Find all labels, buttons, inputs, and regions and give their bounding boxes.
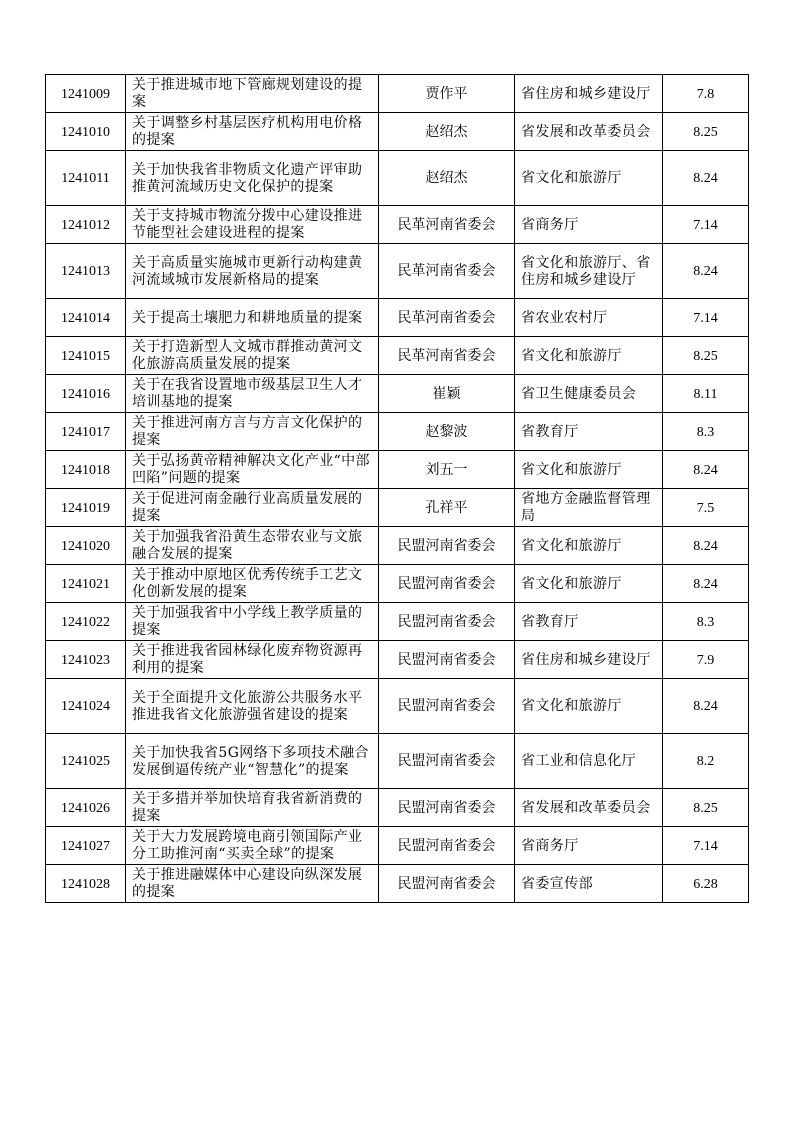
proposer: 民盟河南省委会	[379, 679, 515, 734]
proposal-title: 关于支持城市物流分拨中心建设推进节能型社会建设进程的提案	[126, 206, 379, 244]
proposal-number: 1241019	[46, 489, 126, 527]
proposer: 民盟河南省委会	[379, 865, 515, 903]
proposal-number: 1241013	[46, 244, 126, 299]
proposer: 民盟河南省委会	[379, 734, 515, 789]
proposer: 赵绍杰	[379, 113, 515, 151]
proposal-title: 关于大力发展跨境电商引领国际产业分工助推河南“买卖全球”的提案	[126, 827, 379, 865]
handling-date: 8.25	[663, 789, 749, 827]
handling-date: 7.14	[663, 299, 749, 337]
table-row	[46, 865, 749, 903]
handling-department: 省工业和信息化厅	[515, 734, 663, 789]
table-row	[46, 827, 749, 865]
table-row	[46, 299, 749, 337]
proposal-number: 1241028	[46, 865, 126, 903]
table-row	[46, 113, 749, 151]
table-row	[46, 641, 749, 679]
handling-department: 省发展和改革委员会	[515, 789, 663, 827]
handling-date: 8.25	[663, 113, 749, 151]
handling-date: 8.24	[663, 244, 749, 299]
handling-date: 8.2	[663, 734, 749, 789]
handling-date: 8.24	[663, 527, 749, 565]
proposal-title: 关于加快我省非物质文化遗产评审助推黄河流域历史文化保护的提案	[126, 151, 379, 206]
handling-department: 省住房和城乡建设厅	[515, 641, 663, 679]
proposer: 贾作平	[379, 75, 515, 113]
handling-department: 省商务厅	[515, 206, 663, 244]
handling-date: 7.9	[663, 641, 749, 679]
proposal-title: 关于调整乡村基层医疗机构用电价格的提案	[126, 113, 379, 151]
handling-department: 省农业农村厅	[515, 299, 663, 337]
handling-department: 省商务厅	[515, 827, 663, 865]
proposal-title: 关于在我省设置地市级基层卫生人才培训基地的提案	[126, 375, 379, 413]
handling-department: 省教育厅	[515, 603, 663, 641]
proposal-title: 关于推进融媒体中心建设向纵深发展的提案	[126, 865, 379, 903]
handling-department: 省文化和旅游厅、省住房和城乡建设厅	[515, 244, 663, 299]
proposer: 民革河南省委会	[379, 206, 515, 244]
proposal-title: 关于加强我省沿黄生态带农业与文旅融合发展的提案	[126, 527, 379, 565]
proposal-title: 关于推动中原地区优秀传统手工艺文化创新发展的提案	[126, 565, 379, 603]
table-row	[46, 679, 749, 734]
handling-date: 8.24	[663, 679, 749, 734]
handling-department: 省住房和城乡建设厅	[515, 75, 663, 113]
proposer: 赵绍杰	[379, 151, 515, 206]
proposal-number: 1241009	[46, 75, 126, 113]
handling-department: 省地方金融监督管理局	[515, 489, 663, 527]
proposal-title: 关于加快我省5G网络下多项技术融合发展倒逼传统产业“智慧化”的提案	[126, 734, 379, 789]
proposal-title: 关于全面提升文化旅游公共服务水平推进我省文化旅游强省建设的提案	[126, 679, 379, 734]
proposer: 赵黎波	[379, 413, 515, 451]
table-row	[46, 244, 749, 299]
handling-date: 8.3	[663, 603, 749, 641]
handling-department: 省委宣传部	[515, 865, 663, 903]
table-row	[46, 527, 749, 565]
proposal-title: 关于高质量实施城市更新行动构建黄河流域城市发展新格局的提案	[126, 244, 379, 299]
table-row	[46, 565, 749, 603]
handling-date: 6.28	[663, 865, 749, 903]
handling-department: 省文化和旅游厅	[515, 451, 663, 489]
handling-date: 7.5	[663, 489, 749, 527]
proposal-title: 关于推进城市地下管廊规划建设的提案	[126, 75, 379, 113]
table-row	[46, 603, 749, 641]
proposer: 民盟河南省委会	[379, 789, 515, 827]
proposal-number: 1241025	[46, 734, 126, 789]
handling-date: 7.14	[663, 827, 749, 865]
proposal-number: 1241016	[46, 375, 126, 413]
proposer: 民盟河南省委会	[379, 565, 515, 603]
proposal-number: 1241012	[46, 206, 126, 244]
proposal-number: 1241021	[46, 565, 126, 603]
proposal-number: 1241014	[46, 299, 126, 337]
handling-date: 8.24	[663, 151, 749, 206]
table-row	[46, 451, 749, 489]
proposal-number: 1241011	[46, 151, 126, 206]
handling-department: 省文化和旅游厅	[515, 679, 663, 734]
handling-department: 省文化和旅游厅	[515, 527, 663, 565]
handling-department: 省发展和改革委员会	[515, 113, 663, 151]
table-row	[46, 337, 749, 375]
proposal-title: 关于推进河南方言与方言文化保护的提案	[126, 413, 379, 451]
proposal-table-page	[45, 74, 748, 903]
handling-date: 8.3	[663, 413, 749, 451]
proposer: 崔颖	[379, 375, 515, 413]
proposal-table	[45, 74, 749, 903]
proposal-number: 1241022	[46, 603, 126, 641]
handling-date: 8.24	[663, 451, 749, 489]
handling-department: 省教育厅	[515, 413, 663, 451]
proposer: 民盟河南省委会	[379, 641, 515, 679]
proposal-title: 关于打造新型人文城市群推动黄河文化旅游高质量发展的提案	[126, 337, 379, 375]
table-row	[46, 789, 749, 827]
handling-date: 8.24	[663, 565, 749, 603]
table-row	[46, 151, 749, 206]
handling-date: 7.8	[663, 75, 749, 113]
table-row	[46, 413, 749, 451]
handling-department: 省文化和旅游厅	[515, 565, 663, 603]
proposal-title: 关于多措并举加快培育我省新消费的提案	[126, 789, 379, 827]
table-row	[46, 75, 749, 113]
proposal-title: 关于弘扬黄帝精神解决文化产业“中部凹陷”问题的提案	[126, 451, 379, 489]
proposer: 民革河南省委会	[379, 244, 515, 299]
proposal-title: 关于促进河南金融行业高质量发展的提案	[126, 489, 379, 527]
proposer: 民盟河南省委会	[379, 603, 515, 641]
proposer: 民盟河南省委会	[379, 827, 515, 865]
handling-date: 8.25	[663, 337, 749, 375]
proposal-title: 关于提高土壤肥力和耕地质量的提案	[126, 299, 379, 337]
proposal-number: 1241026	[46, 789, 126, 827]
handling-department: 省文化和旅游厅	[515, 151, 663, 206]
proposal-number: 1241017	[46, 413, 126, 451]
table-row	[46, 375, 749, 413]
proposal-title: 关于加强我省中小学线上教学质量的提案	[126, 603, 379, 641]
proposer: 民革河南省委会	[379, 299, 515, 337]
handling-department: 省卫生健康委员会	[515, 375, 663, 413]
proposal-number: 1241015	[46, 337, 126, 375]
proposer: 刘五一	[379, 451, 515, 489]
table-row	[46, 734, 749, 789]
table-row	[46, 206, 749, 244]
proposer: 孔祥平	[379, 489, 515, 527]
proposal-number: 1241027	[46, 827, 126, 865]
handling-date: 8.11	[663, 375, 749, 413]
proposal-number: 1241023	[46, 641, 126, 679]
proposal-number: 1241018	[46, 451, 126, 489]
proposer: 民革河南省委会	[379, 337, 515, 375]
handling-department: 省文化和旅游厅	[515, 337, 663, 375]
proposer: 民盟河南省委会	[379, 527, 515, 565]
proposal-number: 1241010	[46, 113, 126, 151]
proposal-number: 1241024	[46, 679, 126, 734]
proposal-title: 关于推进我省园林绿化废弃物资源再利用的提案	[126, 641, 379, 679]
handling-date: 7.14	[663, 206, 749, 244]
table-row	[46, 489, 749, 527]
proposal-number: 1241020	[46, 527, 126, 565]
